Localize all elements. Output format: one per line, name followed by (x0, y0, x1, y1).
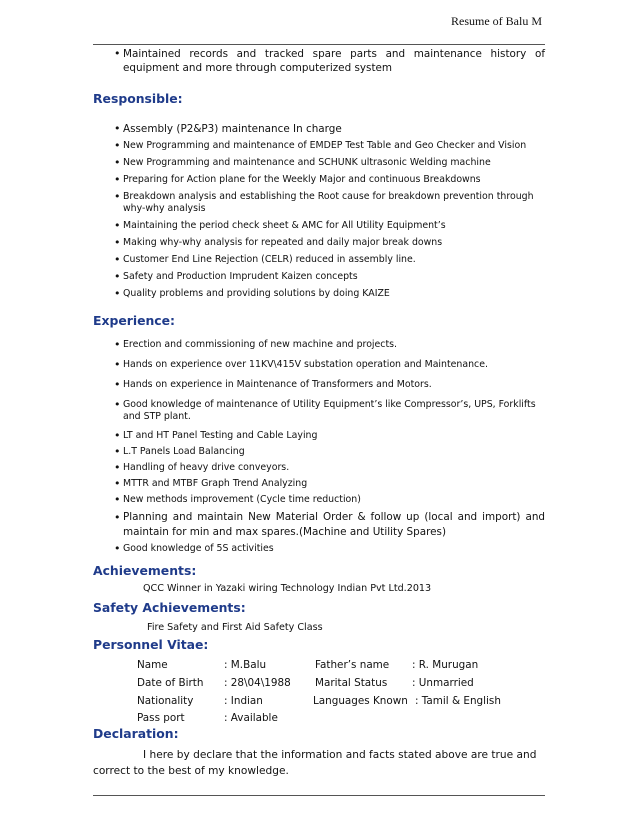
list-item: • Good knowledge of maintenance of Utility Equipment’s like Compressor’s, UPS, Forklifts and STP plant. (93, 399, 545, 423)
list-item: • Maintained records and tracked spare parts and maintenance history of equipment and more through computerized system (93, 47, 545, 75)
intro-list (93, 47, 545, 75)
declaration-heading: Declaration: (93, 726, 179, 741)
declaration-line: I here by declare that the information and facts stated above are true and (143, 749, 537, 761)
list-item: • Quality problems and providing solutions by doing KAIZE (93, 288, 545, 300)
pv-value: : M.Balu (224, 659, 267, 671)
list-item: • Safety and Production Imprudent Kaizen concepts (93, 271, 545, 283)
list-item: • LT and HT Panel Testing and Cable Laying (93, 430, 545, 442)
experience-list (93, 339, 545, 555)
pv-label2: Marital Status (315, 677, 388, 689)
safety-text: Fire Safety and First Aid Safety Class (147, 622, 323, 633)
list-item: • Handling of heavy drive conveyors. (93, 462, 545, 474)
list-item: • Hands on experience over 11KV\415V substation operation and Maintenance. (93, 359, 545, 371)
pv-label: Name (137, 659, 168, 671)
list-item: • Good knowledge of 5S activities (93, 543, 545, 555)
list-item: • Making why-why analysis for repeated and daily major break downs (93, 237, 545, 249)
pv-value: : Indian (224, 695, 263, 707)
list-item: • Hands on experience in Maintenance of Transformers and Motors. (93, 379, 545, 391)
list-item: • Preparing for Action plane for the Weekly Major and continuous Breakdowns (93, 174, 545, 186)
list-item: • Assembly (P2&P3) maintenance In charge (93, 122, 545, 136)
list-item: • New Programming and maintenance and SCHUNK ultrasonic Welding machine (93, 157, 545, 169)
personnel-heading: Personnel Vitae: (93, 637, 209, 652)
pv-value2: : R. Murugan (412, 659, 479, 671)
achievements-heading: Achievements: (93, 563, 197, 578)
list-item: • L.T Panels Load Balancing (93, 446, 545, 458)
list-item: • Maintaining the period check sheet & AMC for All Utility Equipment’s (93, 220, 545, 232)
pv-value2: : Unmarried (412, 677, 474, 689)
footer-divider (93, 795, 545, 796)
experience-heading: Experience: (93, 313, 176, 328)
responsible-heading: Responsible: (93, 91, 183, 106)
list-item: • New Programming and maintenance of EMDEP Test Table and Geo Checker and Vision (93, 140, 545, 152)
list-item: • Breakdown analysis and establishing the Root cause for breakdown prevention through why-why analysis (93, 191, 545, 215)
list-item: • Erection and commissioning of new machine and projects. (93, 339, 545, 351)
list-item: • New methods improvement (Cycle time reduction) (93, 494, 545, 506)
list-item: • Planning and maintain New Material Order & follow up (local and import) and maintain for min and max spares.(Machine and Utility Spares) (93, 510, 545, 540)
list-item: • MTTR and MTBF Graph Trend Analyzing (93, 478, 545, 490)
achievement-text: QCC Winner in Yazaki wiring Technology Indian Pvt Ltd.2013 (143, 583, 432, 594)
pv-value: : 28\04\1988 (224, 677, 291, 689)
pv-label: Nationality (137, 695, 194, 707)
pv-value2: : Tamil & English (415, 695, 501, 707)
declaration-line: correct to the best of my knowledge. (93, 765, 289, 777)
list-item: • Customer End Line Rejection (CELR) reduced in assembly line. (93, 254, 545, 266)
safety-heading: Safety Achievements: (93, 600, 246, 615)
declaration-text (93, 747, 545, 779)
page-header: Resume of Balu M (451, 14, 542, 28)
pv-label2: Languages Known (313, 695, 408, 707)
pv-label: Pass port (137, 712, 185, 724)
header-divider (93, 44, 545, 45)
pv-value: : Available (224, 712, 278, 724)
pv-label2: Father’s name (315, 659, 390, 671)
responsible-list (93, 122, 545, 300)
pv-label: Date of Birth (137, 677, 204, 689)
